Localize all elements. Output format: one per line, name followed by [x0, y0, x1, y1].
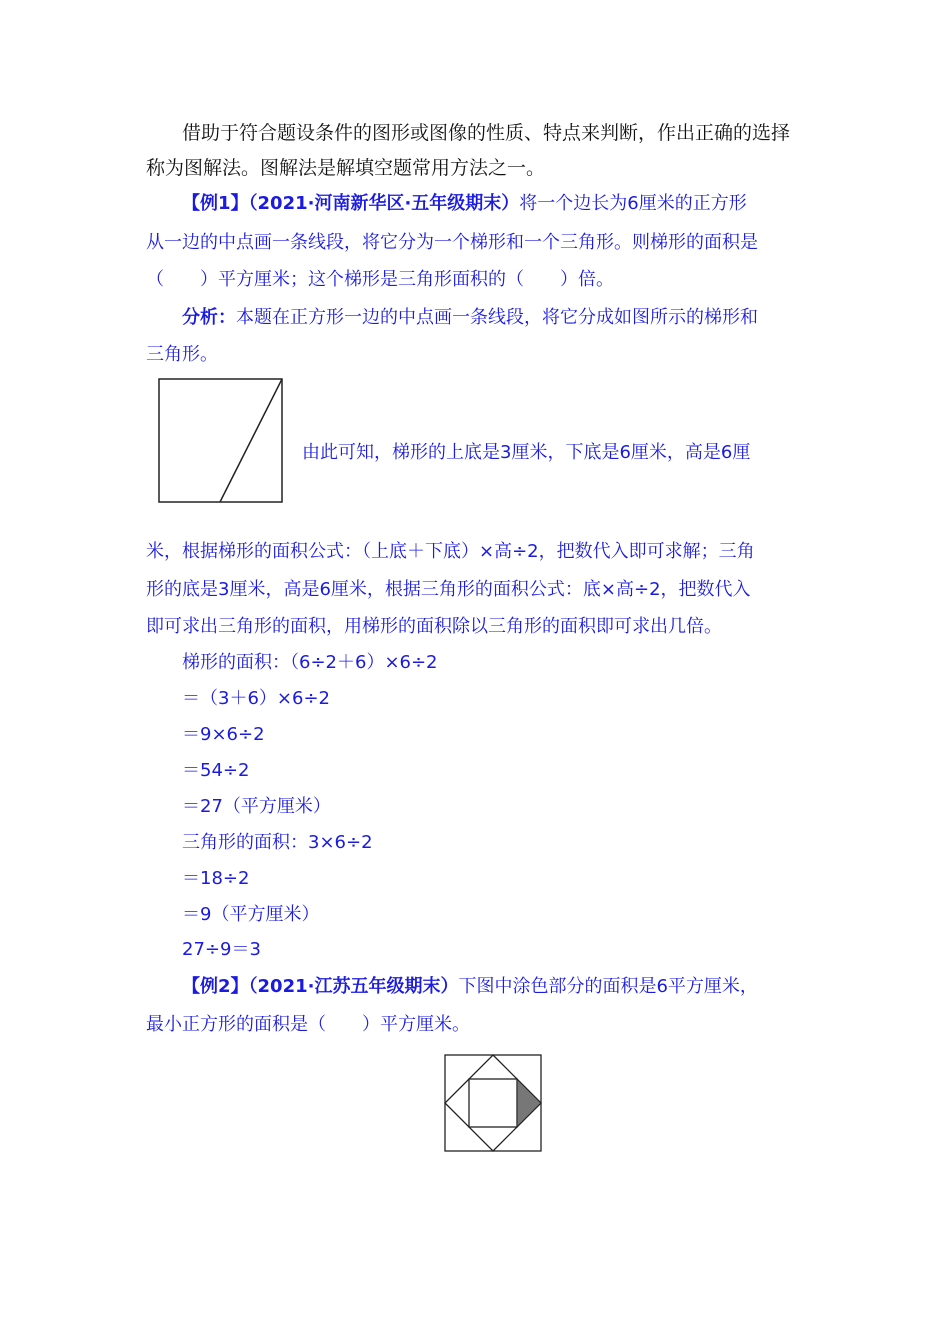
example1-line-1 [182, 189, 747, 215]
solution-step-7: ＝18÷2 [182, 868, 250, 889]
dividing-segment [220, 379, 282, 502]
analysis-text-1: 本题在正方形一边的中点画一条线段，将它分成如图所示的梯形和 [236, 307, 758, 328]
example1-label: 【例1】（2021·河南新华区·五年级期末） [182, 193, 520, 214]
solution-step-1: 梯形的面积：（6÷2＋6）×6÷2 [182, 652, 438, 673]
shaded-triangle [517, 1079, 541, 1127]
solution-step-8: ＝9（平方厘米） [182, 904, 320, 925]
figure-caption: 由此可知，梯形的上底是3厘米，下底是6厘米，高是6厘 [302, 442, 751, 463]
analysis-line-5: 即可求出三角形的面积，用梯形的面积除以三角形的面积即可求出几倍。 [146, 616, 722, 637]
analysis-line-2: 三角形。 [146, 344, 218, 365]
solution-step-5: ＝27（平方厘米） [182, 796, 331, 817]
example2-text-1: 下图中涂色部分的面积是6平方厘米， [458, 976, 758, 997]
solution-step-4: ＝54÷2 [182, 760, 250, 781]
analysis-line-1 [182, 303, 758, 329]
intro-line-2: 称为图解法。图解法是解填空题常用方法之一。 [146, 157, 546, 179]
solution-step-6: 三角形的面积：3×6÷2 [182, 832, 373, 853]
analysis-line-4: 形的底是3厘米，高是6厘米，根据三角形的面积公式：底×高÷2，把数代入 [146, 579, 751, 600]
solution-step-9: 27÷9＝3 [182, 939, 261, 960]
intro-line-1: 借助于符合题设条件的图形或图像的性质、特点来判断，作出正确的选择 [182, 122, 791, 144]
inner-square [469, 1079, 517, 1127]
solution-step-3: ＝9×6÷2 [182, 724, 265, 745]
analysis-line-3: 米，根据梯形的面积公式：（上底＋下底）×高÷2，把数代入即可求解；三角 [146, 541, 755, 562]
solution-step-2: ＝（3＋6）×6÷2 [182, 688, 330, 709]
square-trapezoid-figure [158, 378, 284, 504]
example1-line-2: 从一边的中点画一条线段，将它分为一个梯形和一个三角形。则梯形的面积是 [146, 232, 758, 253]
example1-line-3: （ ）平方厘米；这个梯形是三角形面积的（ ）倍。 [146, 269, 614, 290]
example2-line-2: 最小正方形的面积是（ ）平方厘米。 [146, 1014, 470, 1035]
square-outline [159, 379, 282, 502]
analysis-label: 分析： [182, 307, 236, 328]
nested-squares-figure [444, 1054, 542, 1152]
example2-label: 【例2】（2021·江苏五年级期末） [182, 976, 459, 997]
example1-text-1: 将一个边长为6厘米的正方形 [519, 193, 747, 214]
example2-line-1 [182, 972, 758, 998]
